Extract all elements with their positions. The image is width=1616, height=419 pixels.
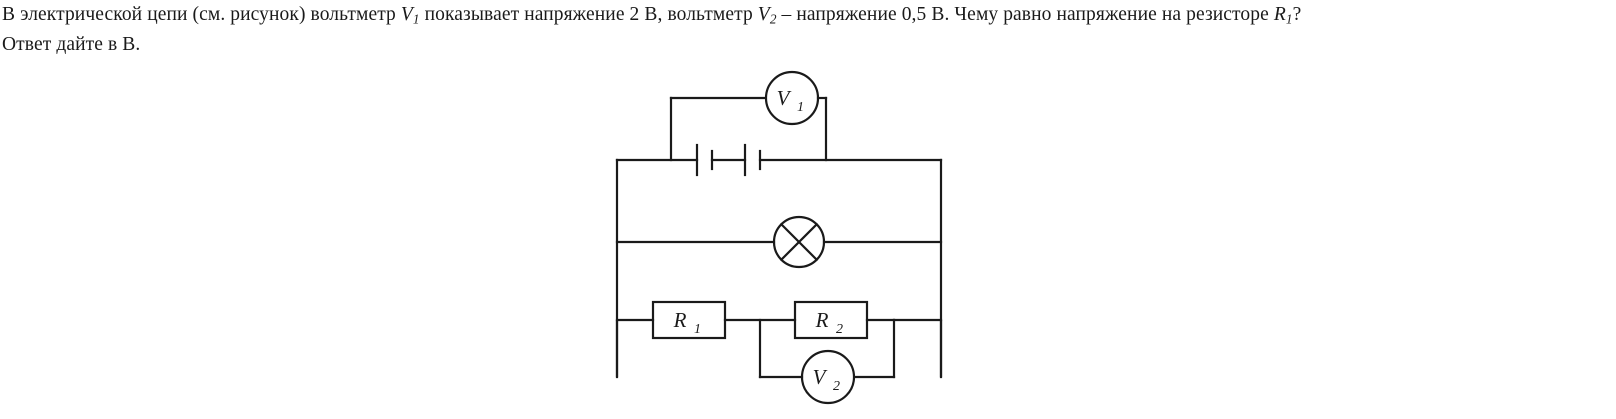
- problem-text-part-3: – напряжение 0,5 В. Чему равно напряжение на резисторе: [776, 4, 1274, 25]
- resistor-r2-sub: 2: [836, 322, 843, 337]
- problem-text-part-4: ?: [1292, 4, 1302, 25]
- problem-statement: [2, 2, 1602, 58]
- circuit-figure: [0, 62, 1616, 419]
- resistor-r1-body: [653, 302, 725, 338]
- voltmeter-v2-sub: 2: [833, 379, 840, 394]
- figure-labels: [673, 86, 843, 394]
- resistor-r1-sub: 1: [694, 322, 701, 337]
- problem-text-part-1: В электрической цепи (см. рисунок) вольтметр: [2, 4, 401, 25]
- voltmeter-v1-label: V: [776, 86, 790, 110]
- symbol-r1: $R_1$: [1273, 4, 1293, 27]
- resistor-r2-label: R: [815, 308, 829, 332]
- resistor-r2-body: [795, 302, 867, 338]
- answer-instruction: Ответ дайте в В.: [2, 34, 141, 56]
- symbol-v2: $V_2$: [757, 4, 777, 27]
- voltmeter-v2-label: V: [812, 365, 826, 389]
- voltmeter-v1-sub: 1: [797, 100, 804, 115]
- problem-text-part-2: показывает напряжение 2 В, вольтметр: [419, 4, 758, 25]
- voltmeter-v2-circle: [802, 351, 854, 403]
- resistor-r1-label: R: [673, 308, 687, 332]
- voltmeter-v1-circle: [766, 72, 818, 124]
- symbol-v1: $V_1$: [400, 4, 420, 27]
